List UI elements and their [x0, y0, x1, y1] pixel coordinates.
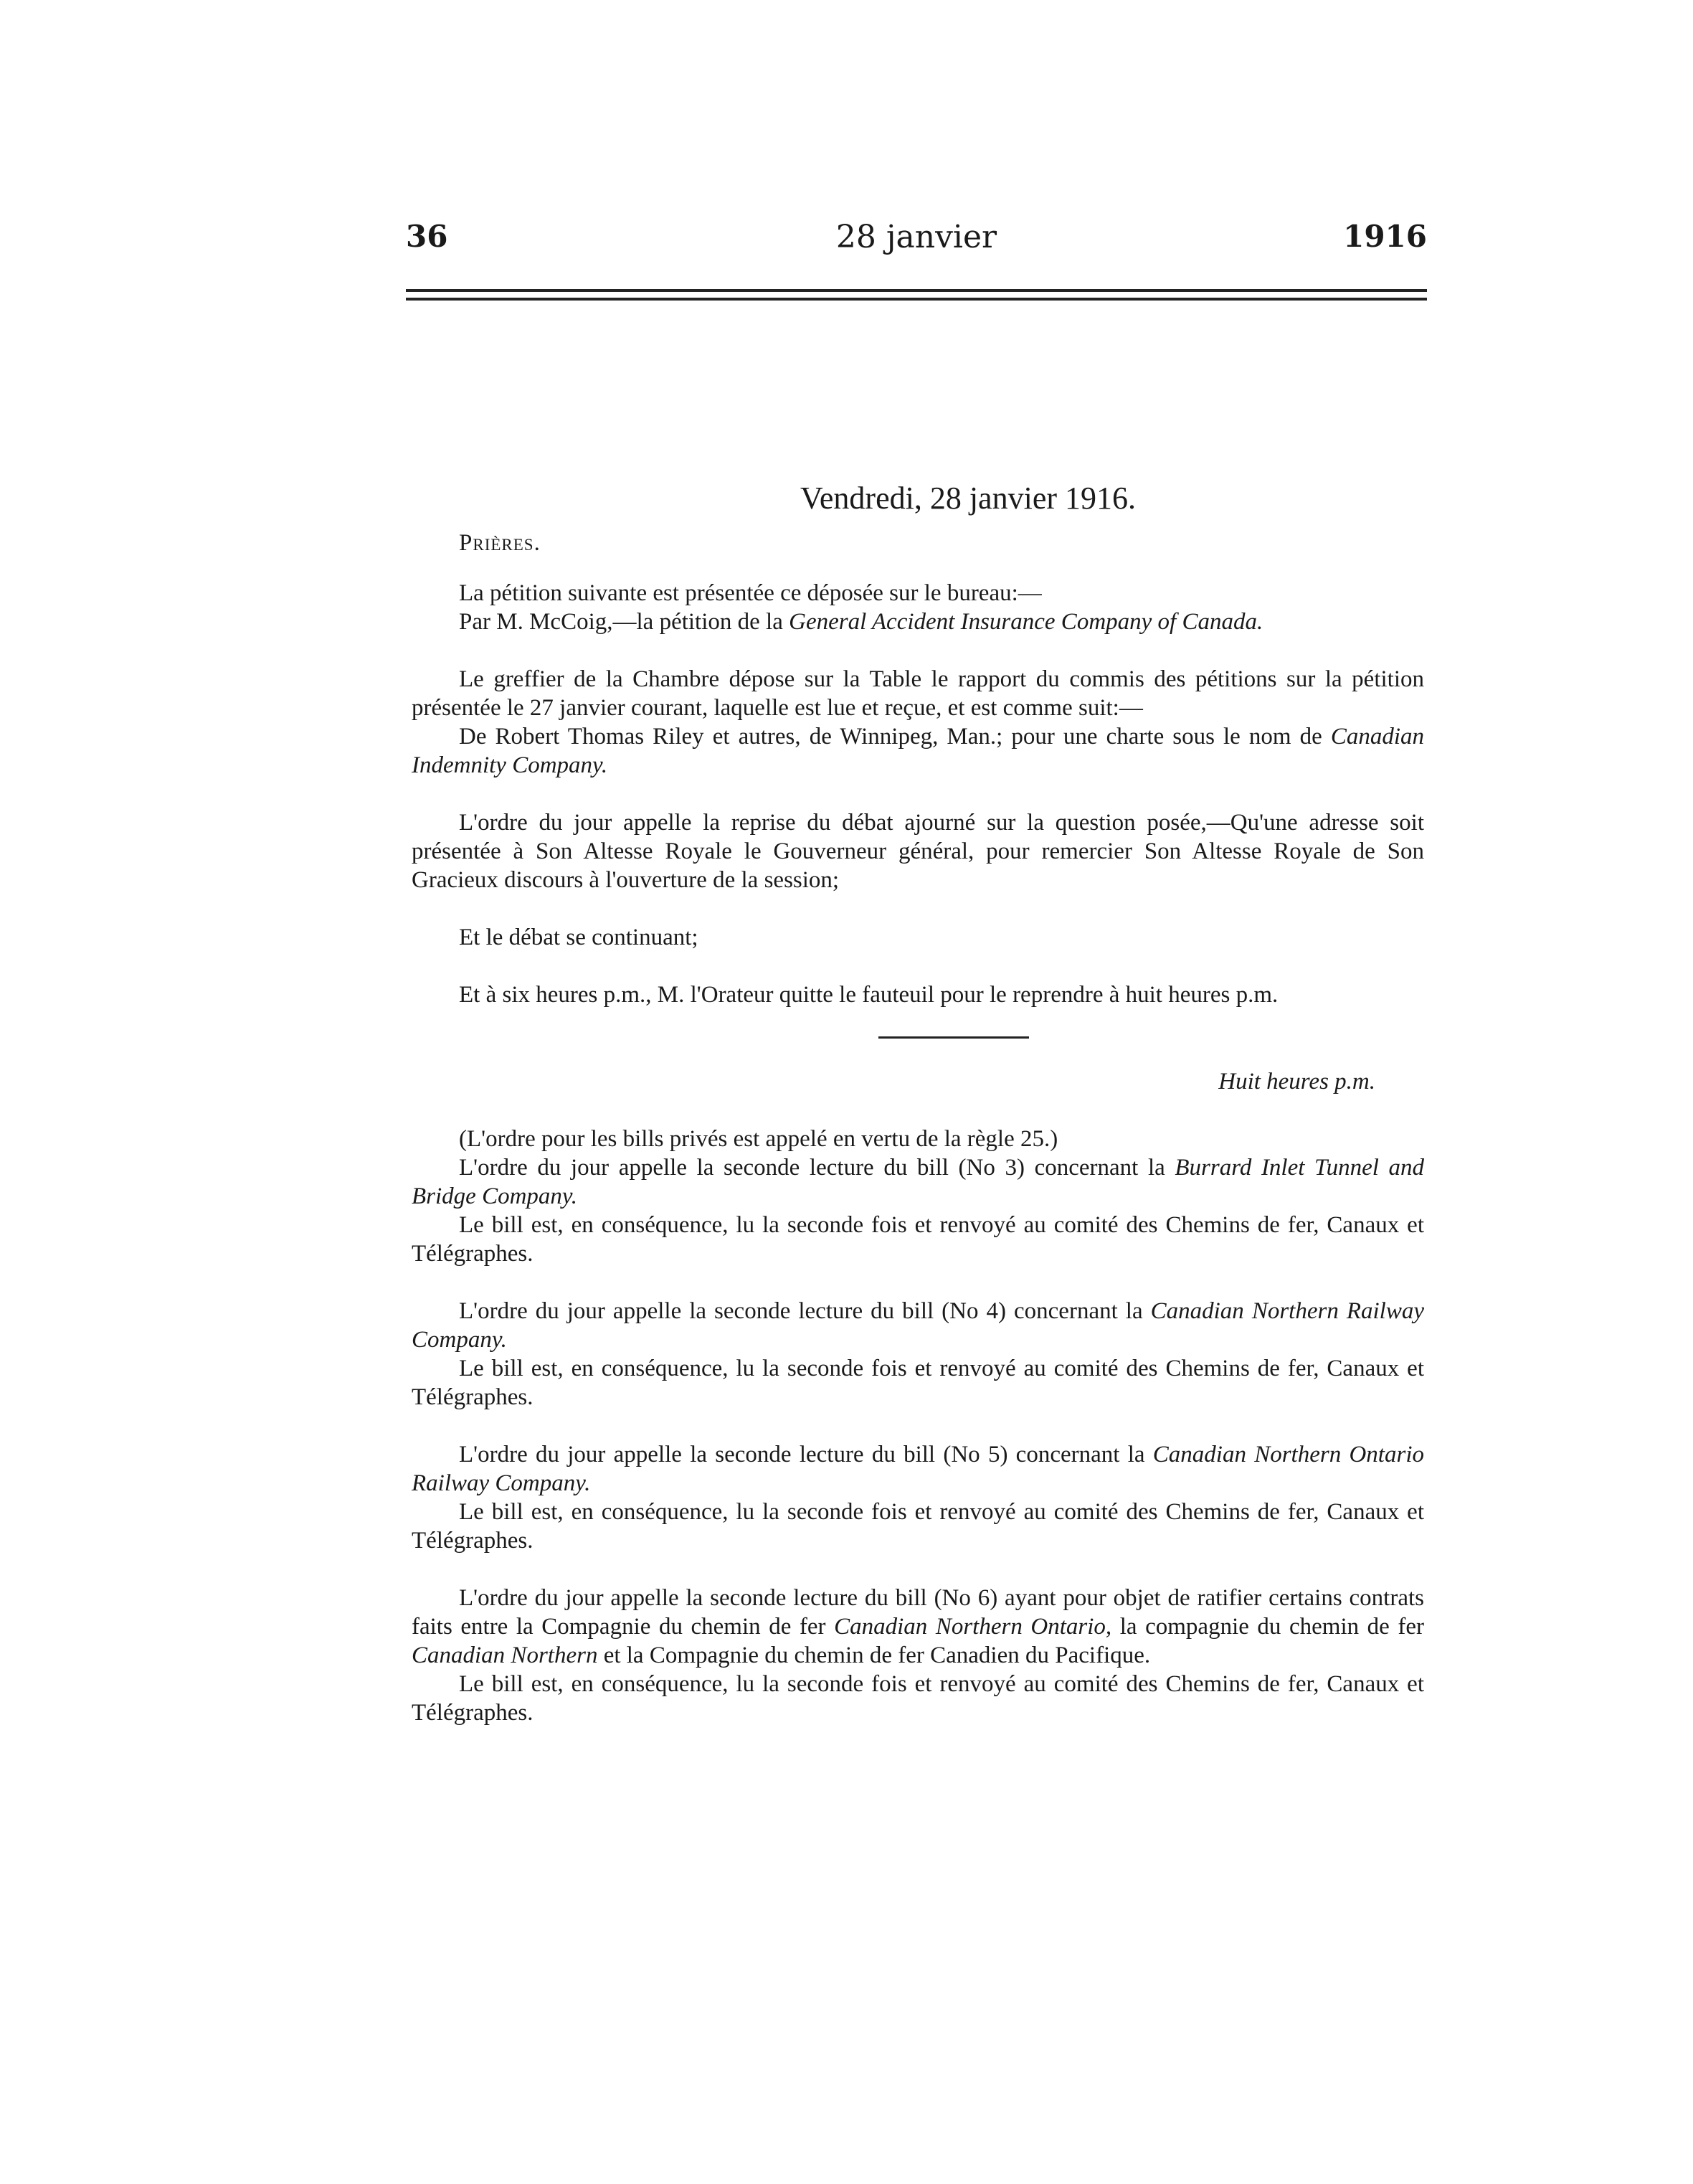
section-divider [878, 1036, 1029, 1039]
bill-3-order [412, 1153, 1424, 1211]
header-date: 28 janvier [835, 219, 997, 255]
debate-continues: Et le débat se continuant; [459, 925, 698, 950]
riley-company: Canadian Indemnity Company. [412, 724, 1424, 778]
sitting-heading: Vendredi, 28 janvier 1916. [800, 481, 1136, 516]
evening-time-heading: Huit heures p.m. [1218, 1069, 1375, 1095]
header-double-rule [406, 289, 1427, 301]
bill-6-order-text-b: la compagnie du chemin de fer [1111, 1614, 1425, 1640]
prayers-label: Prières. [459, 530, 541, 556]
petition-by-text: Par M. McCoig,—la pétition de la [459, 609, 789, 635]
bill-3-company: Burrard Inlet Tunnel and Bridge Company. [412, 1155, 1424, 1209]
bill-6-order-text-c: et la Compagnie du chemin de fer Canadien du Pacifique. [597, 1642, 1151, 1668]
bill-4-company: Canadian Northern Railway Company. [412, 1298, 1424, 1353]
order-debate: L'ordre du jour appelle la reprise du débat ajourné sur la question posée,—Qu'une adresse soit présentée à Son Altesse Royale le Gouverneur général, pour remercier Son Altesse Royale de Son Gracieux discours à l'ouverture de la session; [412, 810, 1424, 893]
bill-3-order-text: L'ordre du jour appelle la seconde lecture du bill (No 3) concernant la [459, 1155, 1175, 1181]
bill-3-referred: Le bill est, en conséquence, lu la seconde fois et renvoyé au comité des Chemins de fer, Canaux et Télégraphes. [412, 1212, 1424, 1267]
bill-6-company-b: Canadian Northern [412, 1642, 598, 1668]
private-bills-order: (L'ordre pour les bills privés est appelé en vertu de la règle 25.) [459, 1126, 1058, 1152]
petition-intro: La pétition suivante est présentée ce déposée sur le bureau:— [459, 580, 1042, 606]
bill-5-company: Canadian Northern Ontario Railway Company. [412, 1442, 1424, 1496]
running-header [406, 219, 1427, 269]
six-pm-adjournment: Et à six heures p.m., M. l'Orateur quitte le fauteuil pour le reprendre à huit heures p.m. [459, 982, 1279, 1008]
petition-by [412, 608, 1424, 636]
bill-6-order-text-a: L'ordre du jour appelle la seconde lecture du bill (No 6) ayant pour objet de ratifier certains contrats faits entre la Compagnie du chemin de fer [412, 1585, 1424, 1640]
bill-6-order [412, 1584, 1424, 1670]
bill-6-referred: Le bill est, en conséquence, lu la seconde fois et renvoyé au comité des Chemins de fer, Canaux et Télégraphes. [412, 1671, 1424, 1726]
petition-company: General Accident Insurance Company of Canada. [789, 609, 1263, 635]
bill-6-company-a: Canadian Northern Ontario, [834, 1614, 1112, 1640]
page-number: 36 [406, 219, 448, 254]
riley-petition-text: De Robert Thomas Riley et autres, de Winnipeg, Man.; pour une charte sous le nom de [459, 724, 1331, 750]
text-column [412, 477, 1424, 1727]
bill-4-referred: Le bill est, en conséquence, lu la seconde fois et renvoyé au comité des Chemins de fer, Canaux et Télégraphes. [412, 1356, 1424, 1410]
bill-4-order-text: L'ordre du jour appelle la seconde lecture du bill (No 4) concernant la [459, 1298, 1151, 1324]
bill-5-referred: Le bill est, en conséquence, lu la seconde fois et renvoyé au comité des Chemins de fer, Canaux et Télégraphes. [412, 1499, 1424, 1554]
bill-4-order [412, 1297, 1424, 1354]
clerk-report: Le greffier de la Chambre dépose sur la Table le rapport du commis des pétitions sur la pétition présentée le 27 janvier courant, laquelle est lue et reçue, et est comme suit:— [412, 666, 1424, 721]
bill-5-order [412, 1440, 1424, 1498]
header-year: 1916 [1343, 219, 1427, 254]
bill-5-order-text: L'ordre du jour appelle la seconde lecture du bill (No 5) concernant la [459, 1442, 1153, 1467]
riley-petition [412, 722, 1424, 780]
